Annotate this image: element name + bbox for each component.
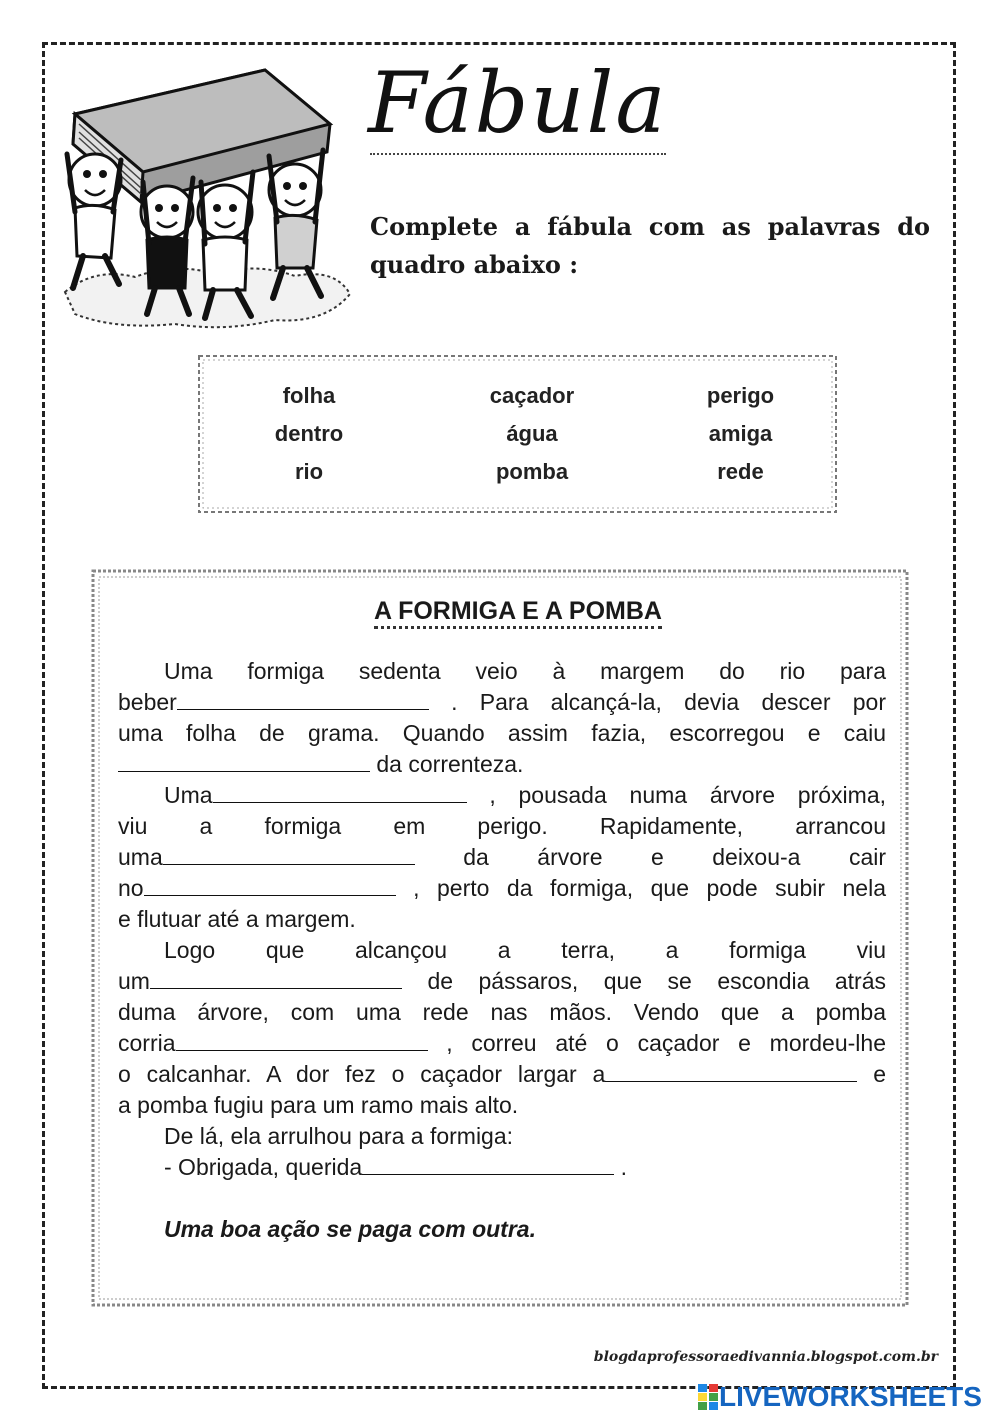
story-line	[118, 1059, 886, 1090]
story-line-text: . Para alcançá-la, devia descer por	[451, 689, 887, 715]
story-line	[118, 904, 886, 935]
story-line	[118, 780, 886, 811]
story-line	[118, 1090, 886, 1121]
story-line	[118, 811, 886, 842]
blank-5[interactable]	[144, 877, 396, 896]
blog-credit: blogdaprofessoraedivannia.blogspot.com.br	[593, 1349, 938, 1365]
story-line-text: corria	[118, 1030, 176, 1056]
story-line-text: De lá, ela arrulhou para a formiga:	[164, 1123, 514, 1149]
story-line-text: uma	[118, 844, 163, 870]
story-line-text: no	[118, 875, 144, 901]
story-line-text: o calcanhar. A dor fez o caçador largar a	[118, 1061, 606, 1087]
story-line	[118, 1121, 886, 1152]
story-line-text: beber	[118, 689, 177, 715]
story-title	[34, 594, 1000, 628]
story-line-text: um	[118, 968, 150, 994]
blank-3[interactable]	[213, 784, 467, 803]
story-line-text: duma árvore, com uma rede nas mãos. Vendo que a pomba	[118, 999, 886, 1025]
story-line-text: Logo que alcançou a terra, a formiga viu	[164, 937, 886, 963]
story-line	[118, 1028, 886, 1059]
blank-9[interactable]	[362, 1156, 614, 1175]
story-line	[118, 718, 886, 749]
blank-7[interactable]	[176, 1032, 428, 1051]
title-underline	[370, 153, 666, 155]
story-line-text: a pomba fugiu para um ramo mais alto.	[118, 1092, 519, 1118]
story-line-text: e flutuar até a margem.	[118, 906, 356, 932]
story-line-text: de pássaros, que se escondia atrás	[427, 968, 886, 994]
story-line-text: , correu até o caçador e mordeu-lhe	[446, 1030, 886, 1056]
liveworksheets-blocks-icon	[697, 1383, 719, 1411]
brand-text: LIVEWORKSHEETS	[719, 1381, 982, 1412]
story-line-text: da árvore e deixou-a cair	[463, 844, 886, 870]
story-line	[118, 997, 886, 1028]
story-line-text: - Obrigada, querida	[164, 1154, 363, 1180]
story-line-text: , perto da formiga, que pode subir nela	[413, 875, 887, 901]
word-bank-word: dentro	[274, 421, 344, 446]
word-bank-word: amiga	[708, 421, 773, 446]
word-bank-word: rio	[294, 459, 324, 484]
liveworksheets-brand	[719, 1382, 982, 1412]
story-moral: Uma boa ação se paga com outra.	[164, 1216, 536, 1242]
word-bank-word: folha	[282, 383, 336, 408]
word-bank-word: perigo	[706, 383, 775, 408]
word-bank-word: água	[506, 421, 558, 446]
blank-2[interactable]	[118, 753, 370, 772]
story-line	[118, 873, 886, 904]
liveworksheets-logo	[697, 1382, 982, 1412]
story-line	[118, 687, 886, 718]
story-line	[118, 749, 886, 780]
story-line	[118, 935, 886, 966]
story-line-text: Uma formiga sedenta veio à margem do rio para	[164, 658, 886, 684]
blank-6[interactable]	[150, 970, 402, 989]
blank-4[interactable]	[163, 846, 415, 865]
word-bank-word: caçador	[489, 383, 575, 408]
page-title: Fábula	[368, 54, 668, 152]
story-line-text: da correnteza.	[376, 751, 524, 777]
blank-8[interactable]	[605, 1063, 857, 1082]
blank-1[interactable]	[177, 691, 429, 710]
story-text	[118, 656, 886, 1183]
word-bank-word: pomba	[495, 459, 569, 484]
story-line-text: , pousada numa árvore próxima,	[489, 782, 887, 808]
children-carrying-book-icon	[55, 62, 355, 342]
story-line	[118, 656, 886, 687]
story-line-text: Uma	[164, 782, 213, 808]
story-title-text: A FORMIGA E A POMBA	[374, 597, 662, 629]
instruction-text: Complete a fábula com as palavras do quadro abaixo :	[370, 212, 930, 279]
story-line	[118, 966, 886, 997]
story-line-text: .	[620, 1154, 627, 1180]
word-bank-grid	[196, 377, 839, 490]
story-line	[118, 842, 886, 873]
word-bank-box	[196, 353, 839, 515]
story-line	[118, 1152, 886, 1183]
story-line-text: viu a formiga em perigo. Rapidamente, arrancou	[118, 813, 886, 839]
story-line-text: uma folha de grama. Quando assim fazia, escorregou e caiu	[118, 720, 886, 746]
story-line-text: e	[873, 1061, 887, 1087]
word-bank-word: rede	[717, 459, 764, 484]
